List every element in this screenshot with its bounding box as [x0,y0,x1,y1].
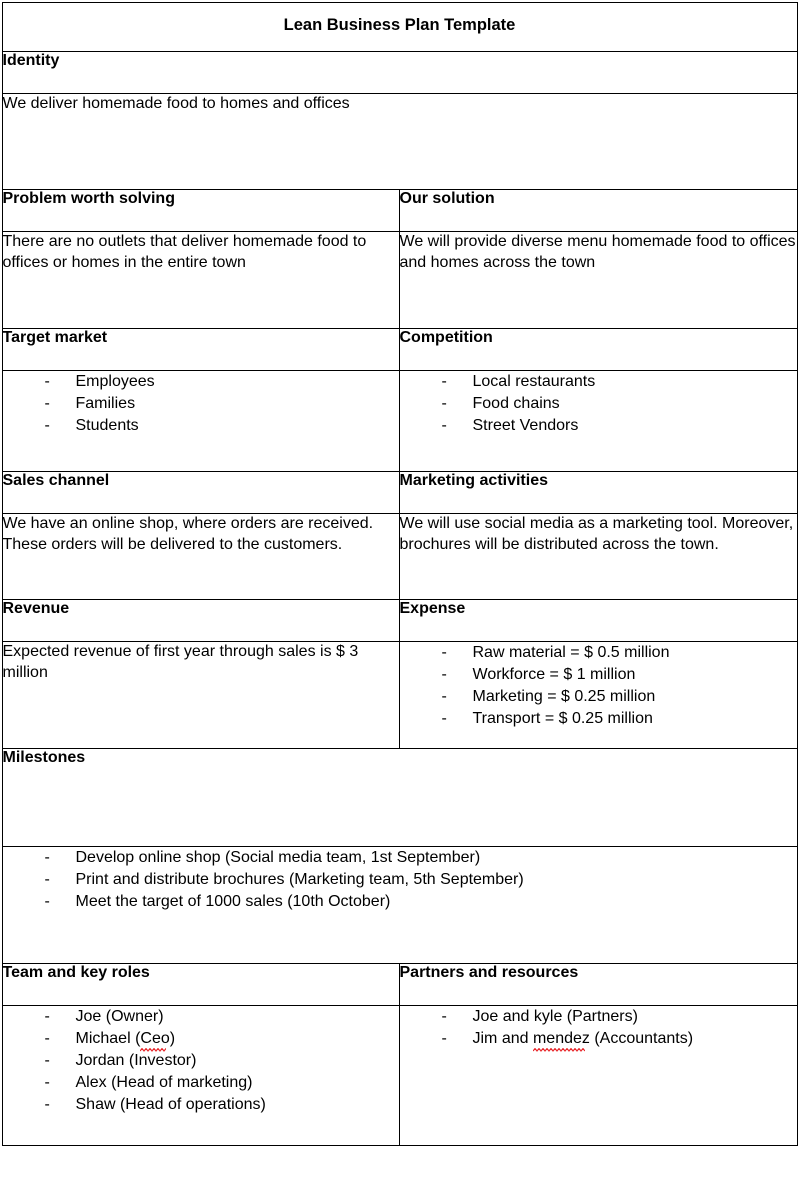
table-row-team-partners-body [2,1006,797,1146]
list-item: - Joe (Owner) [3,1006,399,1028]
list-item: - Print and distribute brochures (Marketing team, 5th September) [3,869,797,891]
lean-business-plan-table [2,2,798,1146]
list-item: - Transport = $ 0.25 million [400,708,797,730]
section-body-marketing-activities [399,514,797,600]
list-item: - Marketing = $ 0.25 million [400,686,797,708]
section-heading-competition: Competition [399,329,797,371]
section-heading-identity: Identity [2,52,797,94]
list-item: - Alex (Head of marketing) [3,1072,399,1094]
section-body-sales-channel [2,514,399,600]
list-item: - Families [3,393,399,415]
misspelled-word: mendez [533,1028,590,1050]
section-heading-expense: Expense [399,600,797,642]
section-body-identity [2,94,797,190]
list-item: - Develop online shop (Social media team, 1st September) [3,847,797,869]
table-row-identity-header [2,52,797,94]
section-heading-marketing-activities: Marketing activities [399,472,797,514]
section-body-competition [399,371,797,472]
list-item: - Street Vendors [400,415,797,437]
list-item: - Jim and mendez (Accountants) [400,1028,797,1050]
table-row-team-partners-header [2,964,797,1006]
list-item: - Jordan (Investor) [3,1050,399,1072]
list-item: - Food chains [400,393,797,415]
target-market-list [3,371,399,437]
section-body-problem [2,232,399,329]
misspelled-word: Ceo [140,1028,169,1050]
title-cell [2,3,797,52]
section-body-milestones [2,847,797,964]
milestones-list [3,847,797,913]
table-row-sales-marketing-body [2,514,797,600]
section-heading-revenue: Revenue [2,600,399,642]
team-list [3,1006,399,1116]
section-heading-milestones: Milestones [2,749,797,847]
section-body-expense [399,642,797,749]
page-title: Lean Business Plan Template [283,16,516,34]
list-item: - Shaw (Head of operations) [3,1094,399,1116]
table-row-target-competition-body [2,371,797,472]
table-row-sales-marketing-header [2,472,797,514]
section-heading-target-market: Target market [2,329,399,371]
section-heading-solution: Our solution [399,190,797,232]
section-body-partners [399,1006,797,1146]
table-row-milestones-body [2,847,797,964]
spellcheck-underline-icon [533,1048,590,1052]
competition-list [400,371,797,437]
table-row-milestones-header [2,749,797,847]
table-row-revenue-expense-body [2,642,797,749]
expense-list [400,642,797,730]
section-heading-problem: Problem worth solving [2,190,399,232]
identity-text: We deliver homemade food to homes and offices [2,95,350,112]
list-item: - Raw material = $ 0.5 million [400,642,797,664]
solution-text: We will provide diverse menu homemade food to offices and homes across the town [399,233,796,271]
table-row-problem-solution-body [2,232,797,329]
section-heading-team: Team and key roles [2,964,399,1006]
sales-channel-text: We have an online shop, where orders are received. These orders will be delivered to the customers. [2,515,374,553]
section-body-revenue [2,642,399,749]
section-heading-sales-channel: Sales channel [2,472,399,514]
list-item: - Joe and kyle (Partners) [400,1006,797,1028]
document-page [0,2,799,1199]
partners-list [400,1006,797,1050]
list-item: - Employees [3,371,399,393]
problem-text: There are no outlets that deliver homemade food to offices or homes in the entire town [2,233,367,271]
table-row-identity-body [2,94,797,190]
marketing-activities-text: We will use social media as a marketing tool. Moreover, brochures will be distributed across the town. [399,515,794,553]
section-heading-partners: Partners and resources [399,964,797,1006]
revenue-text: Expected revenue of first year through sales is $ 3 million [2,643,359,681]
section-body-target-market [2,371,399,472]
table-row-problem-solution-header [2,190,797,232]
section-body-team [2,1006,399,1146]
table-row-title [2,3,797,52]
list-item: - Local restaurants [400,371,797,393]
list-item: - Michael (Ceo ) [3,1028,399,1050]
section-body-solution [399,232,797,329]
list-item: - Workforce = $ 1 million [400,664,797,686]
list-item: - Meet the target of 1000 sales (10th October) [3,891,797,913]
table-row-revenue-expense-header [2,600,797,642]
table-row-target-competition-header [2,329,797,371]
list-item: - Students [3,415,399,437]
